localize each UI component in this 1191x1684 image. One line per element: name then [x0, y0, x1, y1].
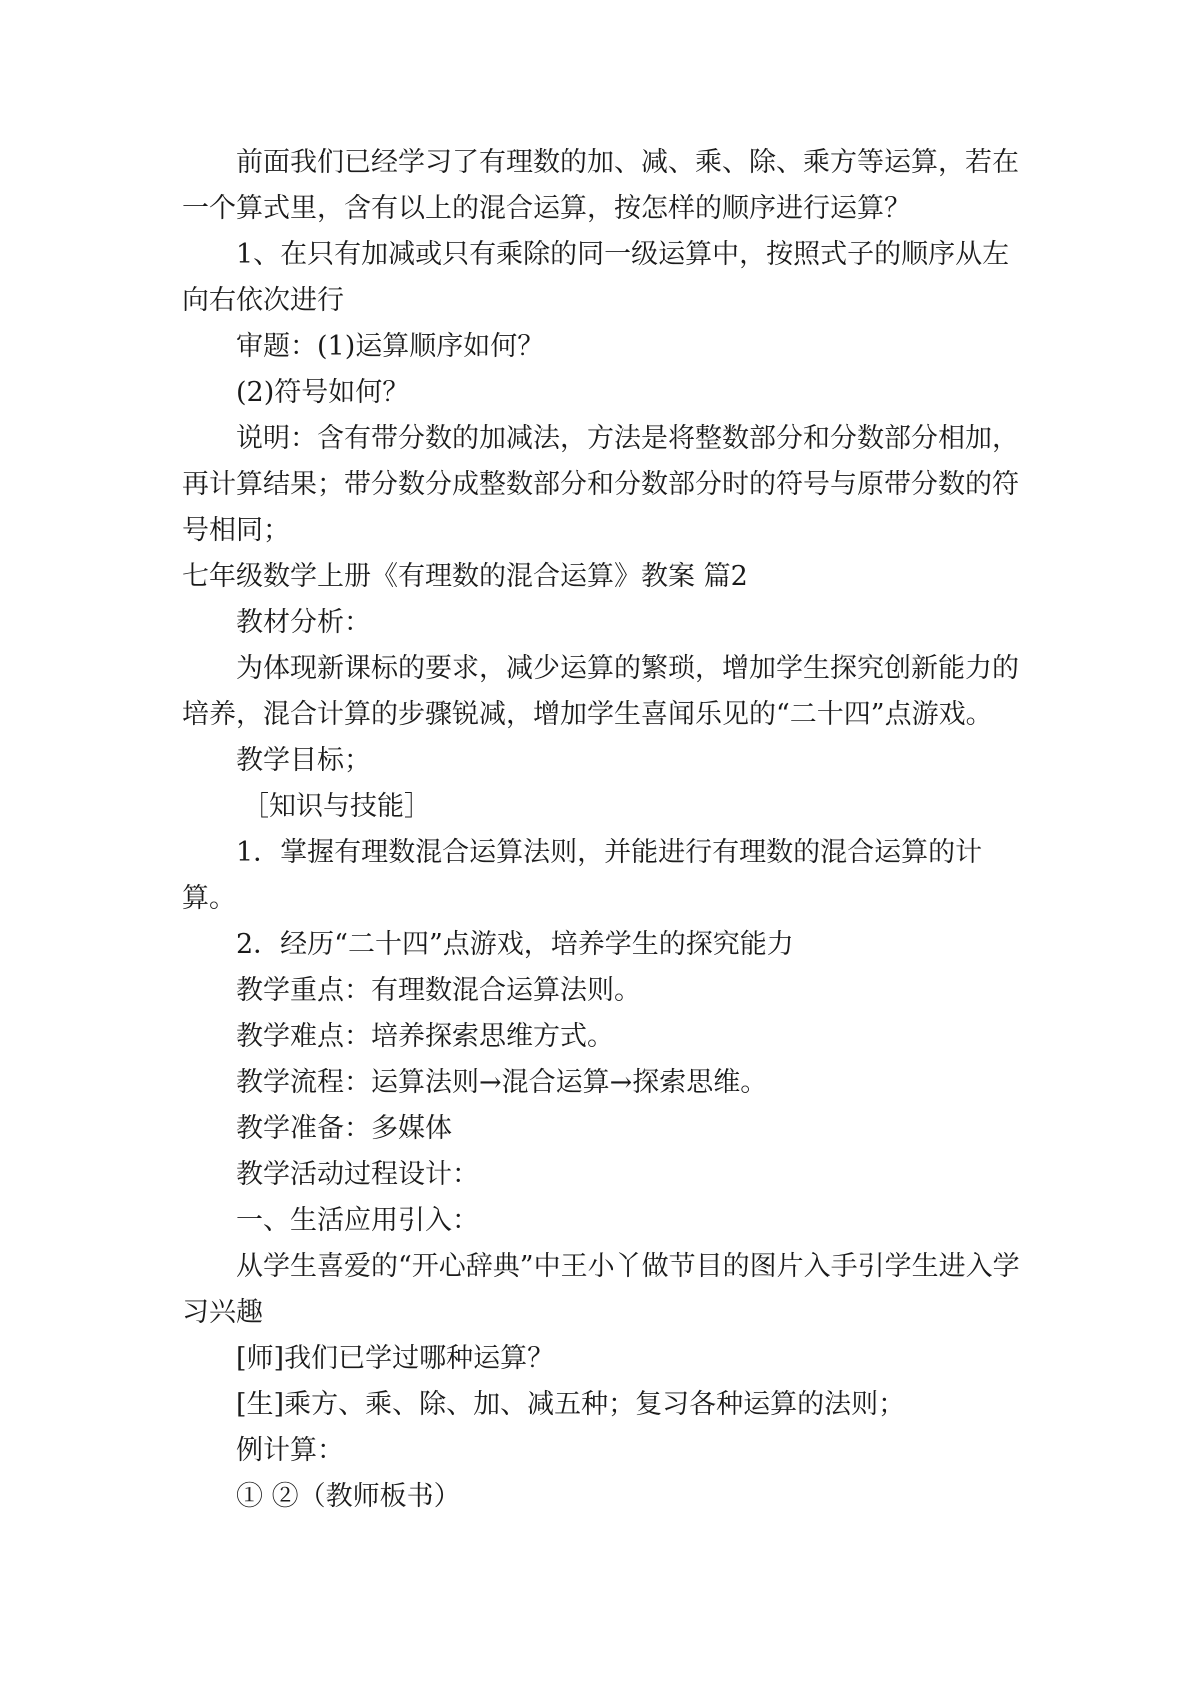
paragraph-goal-2: 2．经历“二十四”点游戏，培养学生的探究能力: [236, 929, 794, 960]
paragraph-key-point: 教学重点：有理数混合运算法则。: [236, 975, 641, 1006]
paragraph-review-1: 审题：(1)运算顺序如何？: [236, 331, 545, 362]
paragraph-goal-1: 1．掌握有理数混合运算法则，并能进行有理数的混合运算的计算。: [182, 837, 983, 914]
paragraph-analysis-body: 为体现新课标的要求，减少运算的繁琐，增加学生探究创新能力的培养，混合计算的步骤锐减，增加学生喜闻乐见的“二十四”点游戏。: [182, 653, 1019, 730]
paragraph-student: [生]乘方、乘、除、加、减五种；复习各种运算的法则；: [236, 1389, 906, 1420]
paragraph-board: ① ②（教师板书）: [236, 1481, 461, 1512]
paragraph-difficulty: 教学难点：培养探索思维方式。: [236, 1021, 614, 1052]
paragraph-rule-1: 1、在只有加减或只有乘除的同一级运算中，按照式子的顺序从左向右依次进行: [182, 239, 1010, 316]
paragraph-teacher: [师]我们已学过哪种运算？: [236, 1343, 555, 1374]
section-heading: 七年级数学上册《有理数的混合运算》教案 篇2: [182, 561, 748, 592]
document-body: [182, 140, 1022, 1520]
paragraph-goals: 教学目标；: [236, 745, 371, 776]
paragraph-knowledge-skills: ［知识与技能］: [242, 791, 431, 822]
paragraph-flow: 教学流程：运算法则→混合运算→探索思维。: [236, 1067, 768, 1098]
paragraph-intro: 前面我们已经学习了有理数的加、减、乘、除、乘方等运算，若在一个算式里，含有以上的混合运算，按怎样的顺序进行运算？: [182, 147, 1019, 224]
paragraph-example: 例计算：: [236, 1435, 344, 1466]
paragraph-part-1: 一、生活应用引入：: [236, 1205, 479, 1236]
paragraph-preparation: 教学准备：多媒体: [236, 1113, 452, 1144]
paragraph-review-2: (2)符号如何？: [236, 377, 410, 408]
paragraph-note: 说明：含有带分数的加减法，方法是将整数部分和分数部分相加，再计算结果；带分数分成整数部分和分数部分时的符号与原带分数的符号相同；: [182, 423, 1019, 546]
paragraph-material-analysis: 教材分析：: [236, 607, 371, 638]
paragraph-intro-activity: 从学生喜爱的“开心辞典”中王小丫做节目的图片入手引学生进入学习兴趣: [182, 1251, 1020, 1328]
paragraph-activity-design: 教学活动过程设计：: [236, 1159, 479, 1190]
